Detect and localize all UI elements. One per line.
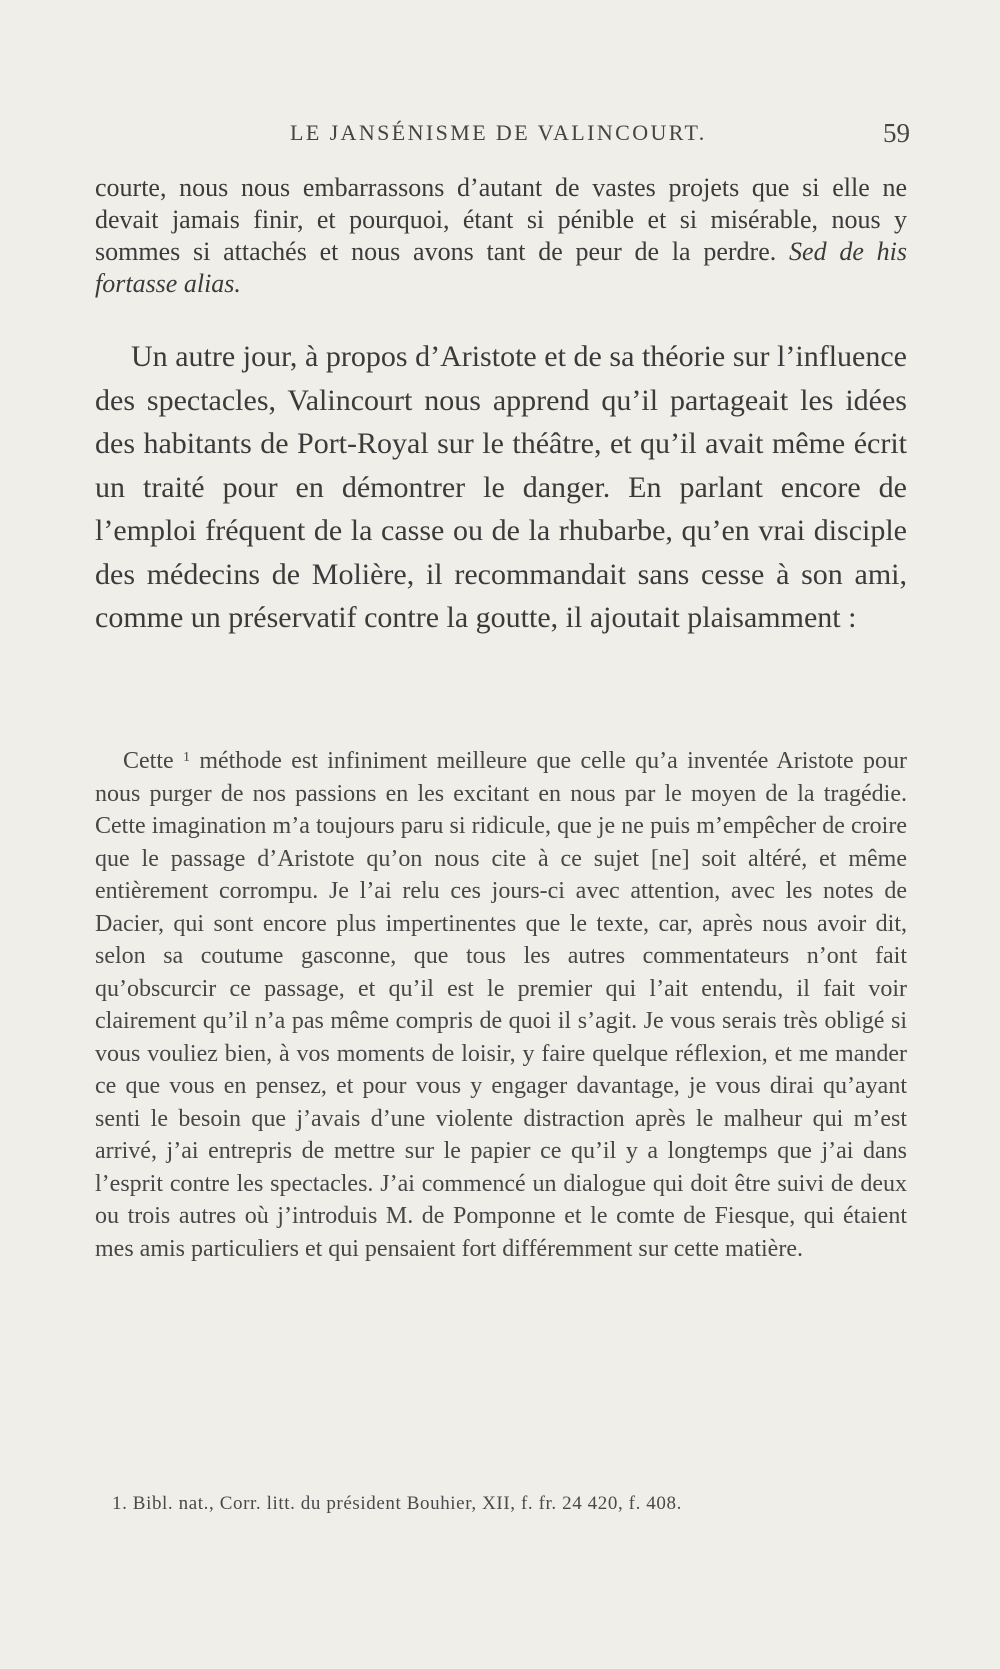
running-header xyxy=(90,120,910,152)
latin-phrase: Sed de his fortasse alias. xyxy=(95,237,908,298)
letter-quote xyxy=(95,745,907,1265)
continuation-paragraph xyxy=(95,172,907,300)
main-paragraph: Un autre jour, à propos d’Aristote et de sa théorie sur l’influence des spectacles, Valincourt nous apprend qu’il partageait les idées des habitants de Port-Royal sur le théâtre, et qu’il avait même écrit un traité pour en démontrer le danger. En parlant encore de l’emploi fréquent de la casse ou de la rhubarbe, qu’en vrai disciple des médecins de Molière, il recommandait sans cesse à son ami, comme un préservatif contre la goutte, il ajoutait plaisamment : xyxy=(95,340,907,634)
footnote-marker: 1 xyxy=(182,750,190,765)
quote-first-word: Cette xyxy=(123,748,174,774)
running-title: LE JANSÉNISME DE VALINCOURT. xyxy=(290,120,707,145)
quote-body: méthode est infiniment meilleure que celle qu’a inventée Aristote pour nous purger de nos passions en les excitant en nous par le moyen de la tragédie. Cette imagination m’a toujours paru si ridicule, que je ne puis m’empêcher de croire que le passage d’Aristote qu’on nous cite à ce sujet [ne] soit altéré, et même entièrement corrompu. Je l’ai relu ces jours-ci avec attention, avec les notes de Dacier, qui sont encore plus impertinentes que le texte, car, après nous avoir dit, selon sa coutume gasconne, que tous les autres commentateurs n’ont fait qu’obscurcir ce passage, et qu’il est le premier qui l’ait entendu, il fait voir clairement qu’il n’a pas même compris de quoi il s’agit. Je vous serais très obligé si vous vouliez bien, à vos moments de loisir, y faire quelque réflexion, et me mander ce que vous en pensez, et pour vous y engager davantage, je vous dirai qu’ayant senti le besoin que j’avais d’une violente distraction après le malheur qui m’est arrivé, j’ai entrepris de mettre sur le papier ce qu’il y a longtemps que j’ai dans l’esprit contre les spectacles. J’ai commencé un dialogue qui doit être suivi de deux ou trois autres où j’introduis M. de Pomponne et le comte de Fiesque, qui étaient mes amis particuliers et qui pensaient fort différemment sur cette matière. xyxy=(95,748,908,1262)
page-number: 59 xyxy=(883,118,910,148)
footnote: 1. Bibl. nat., Corr. litt. du président Bouhier, XII, f. fr. 24 420, f. 408. xyxy=(112,1493,682,1514)
continuation-text: courte, nous nous embarrassons d’autant de vastes projets que si elle ne devait jamais finir, et pourquoi, étant si pénible et si misérable, nous y sommes si attachés et nous avons tant de peur de la perdre. xyxy=(95,173,907,266)
